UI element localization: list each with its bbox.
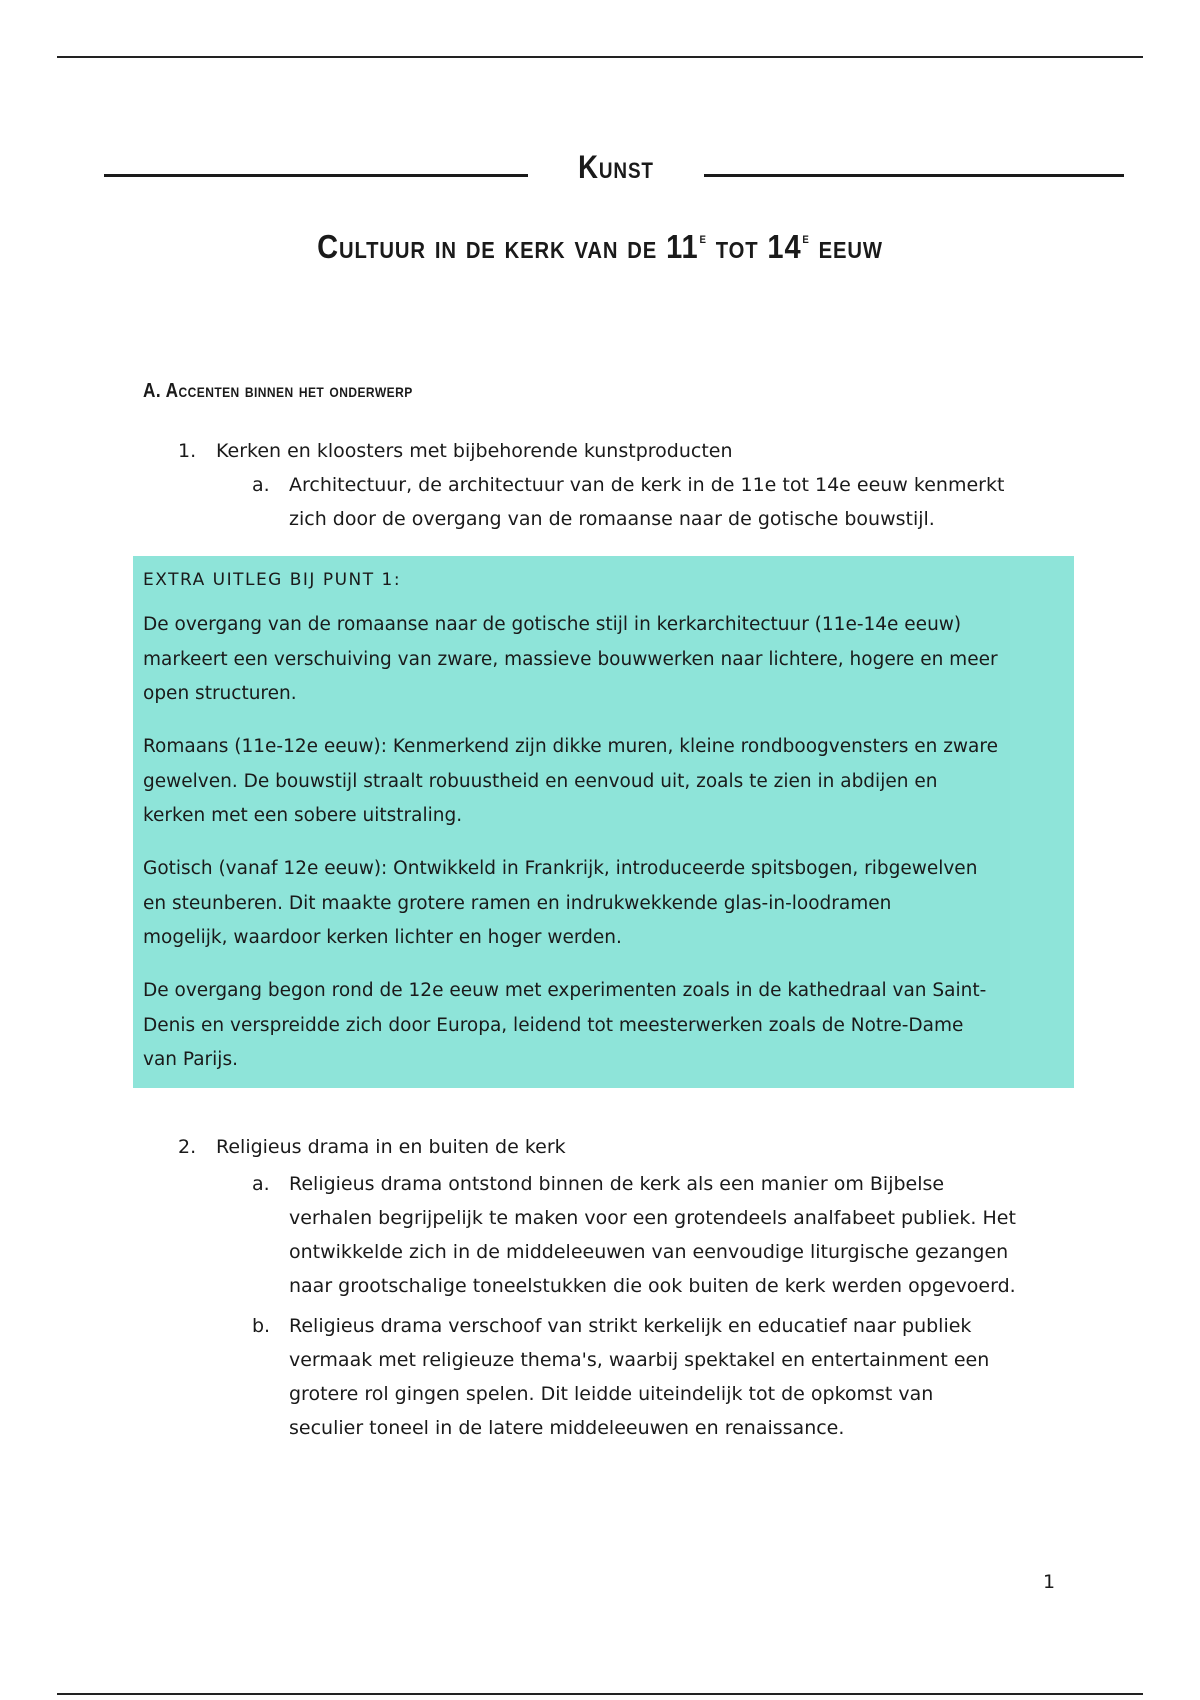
text-line: kerken met een sobere uitstraling. — [143, 805, 463, 826]
subject-title: Kunst — [578, 149, 654, 185]
text-line: verhalen begrijpelijk te maken voor een grotendeels analfabeet publiek. Het — [289, 1207, 1016, 1229]
subject-line-right — [704, 174, 1124, 177]
text-line: ontwikkelde zich in de middeleeuwen van eenvoudige liturgische gezangen — [289, 1241, 1009, 1263]
box-title: EXTRA UITLEG BIJ PUNT 1: — [143, 570, 402, 590]
list-number-2: 2. — [178, 1136, 197, 1158]
list-marker-1a: a. — [252, 474, 270, 496]
box-paragraph-2 — [143, 730, 998, 834]
box-paragraph-4 — [143, 974, 986, 1078]
text-line: gewelven. De bouwstijl straalt robuustheid en eenvoud uit, zoals te zien in abdijen en — [143, 770, 938, 792]
text-line: De overgang begon rond de 12e eeuw met experimenten zoals in de kathedraal van Saint- — [143, 980, 987, 1001]
text-line: De overgang van de romaanse naar de gotische stijl in kerkarchitectuur (11e-14e eeuw) — [143, 614, 962, 635]
text-line: zich door de overgang van de romaanse naar de gotische bouwstijl. — [289, 508, 935, 530]
list-item-1a-text — [289, 468, 1004, 536]
text-line: mogelijk, waardoor kerken lichter en hoger werden. — [143, 927, 622, 948]
text-line: naar grootschalige toneelstukken die ook buiten de kerk werden opgevoerd. — [289, 1275, 1016, 1297]
page-title — [72, 228, 1128, 266]
extra-explanation-box — [133, 556, 1074, 1088]
list-item-1-title: Kerken en kloosters met bijbehorende kunstproducten — [216, 440, 733, 462]
title-part-3: eeuw — [809, 228, 883, 265]
text-line: Romaans (11e-12e eeuw): Kenmerkend zijn dikke muren, kleine rondboogvensters en zware — [143, 736, 998, 757]
text-line: open structuren. — [143, 683, 297, 704]
text-line: Religieus drama ontstond binnen de kerk als een manier om Bijbelse — [289, 1173, 945, 1195]
list-marker-2a: a. — [252, 1173, 270, 1195]
subject-header — [104, 145, 1124, 201]
subject-line-left — [104, 174, 528, 177]
text-line: seculier toneel in de latere middeleeuwen en renaissance. — [289, 1417, 845, 1439]
text-line: grotere rol gingen spelen. Dit leidde uiteindelijk tot de opkomst van — [289, 1383, 934, 1405]
title-sup-2: e — [802, 230, 810, 247]
list-item-2b-text — [289, 1309, 989, 1445]
title-part-2: tot 14 — [706, 228, 802, 265]
title-part-1: Cultuur in de kerk van de 11 — [317, 228, 699, 265]
title-sup-1: e — [699, 230, 707, 247]
box-paragraph-1 — [143, 608, 998, 712]
list-item-2a-text — [289, 1167, 1016, 1303]
text-line: en steunberen. Dit maakte grotere ramen en indrukwekkende glas-in-loodramen — [143, 892, 892, 914]
section-heading: A. Accenten binnen het onderwerp — [143, 380, 413, 402]
text-line: markeert een verschuiving van zware, massieve bouwwerken naar lichtere, hogere en meer — [143, 648, 998, 670]
top-rule — [57, 56, 1143, 58]
text-line: van Parijs. — [143, 1049, 238, 1070]
list-item-2-title: Religieus drama in en buiten de kerk — [216, 1136, 566, 1158]
list-number-1: 1. — [178, 440, 197, 462]
box-paragraph-3 — [143, 852, 977, 956]
text-line: Religieus drama verschoof van strikt kerkelijk en educatief naar publiek — [289, 1315, 972, 1337]
text-line: Gotisch (vanaf 12e eeuw): Ontwikkeld in Frankrijk, introduceerde spitsbogen, ribgewelven — [143, 858, 978, 879]
text-line: Architectuur, de architectuur van de kerk in de 11e tot 14e eeuw kenmerkt — [289, 474, 1005, 496]
bottom-rule — [57, 1693, 1143, 1695]
list-marker-2b: b. — [252, 1315, 271, 1337]
text-line: vermaak met religieuze thema's, waarbij spektakel en entertainment een — [289, 1349, 990, 1371]
page-number: 1 — [1043, 1571, 1056, 1593]
text-line: Denis en verspreidde zich door Europa, leidend tot meesterwerken zoals de Notre-Dame — [143, 1014, 964, 1036]
